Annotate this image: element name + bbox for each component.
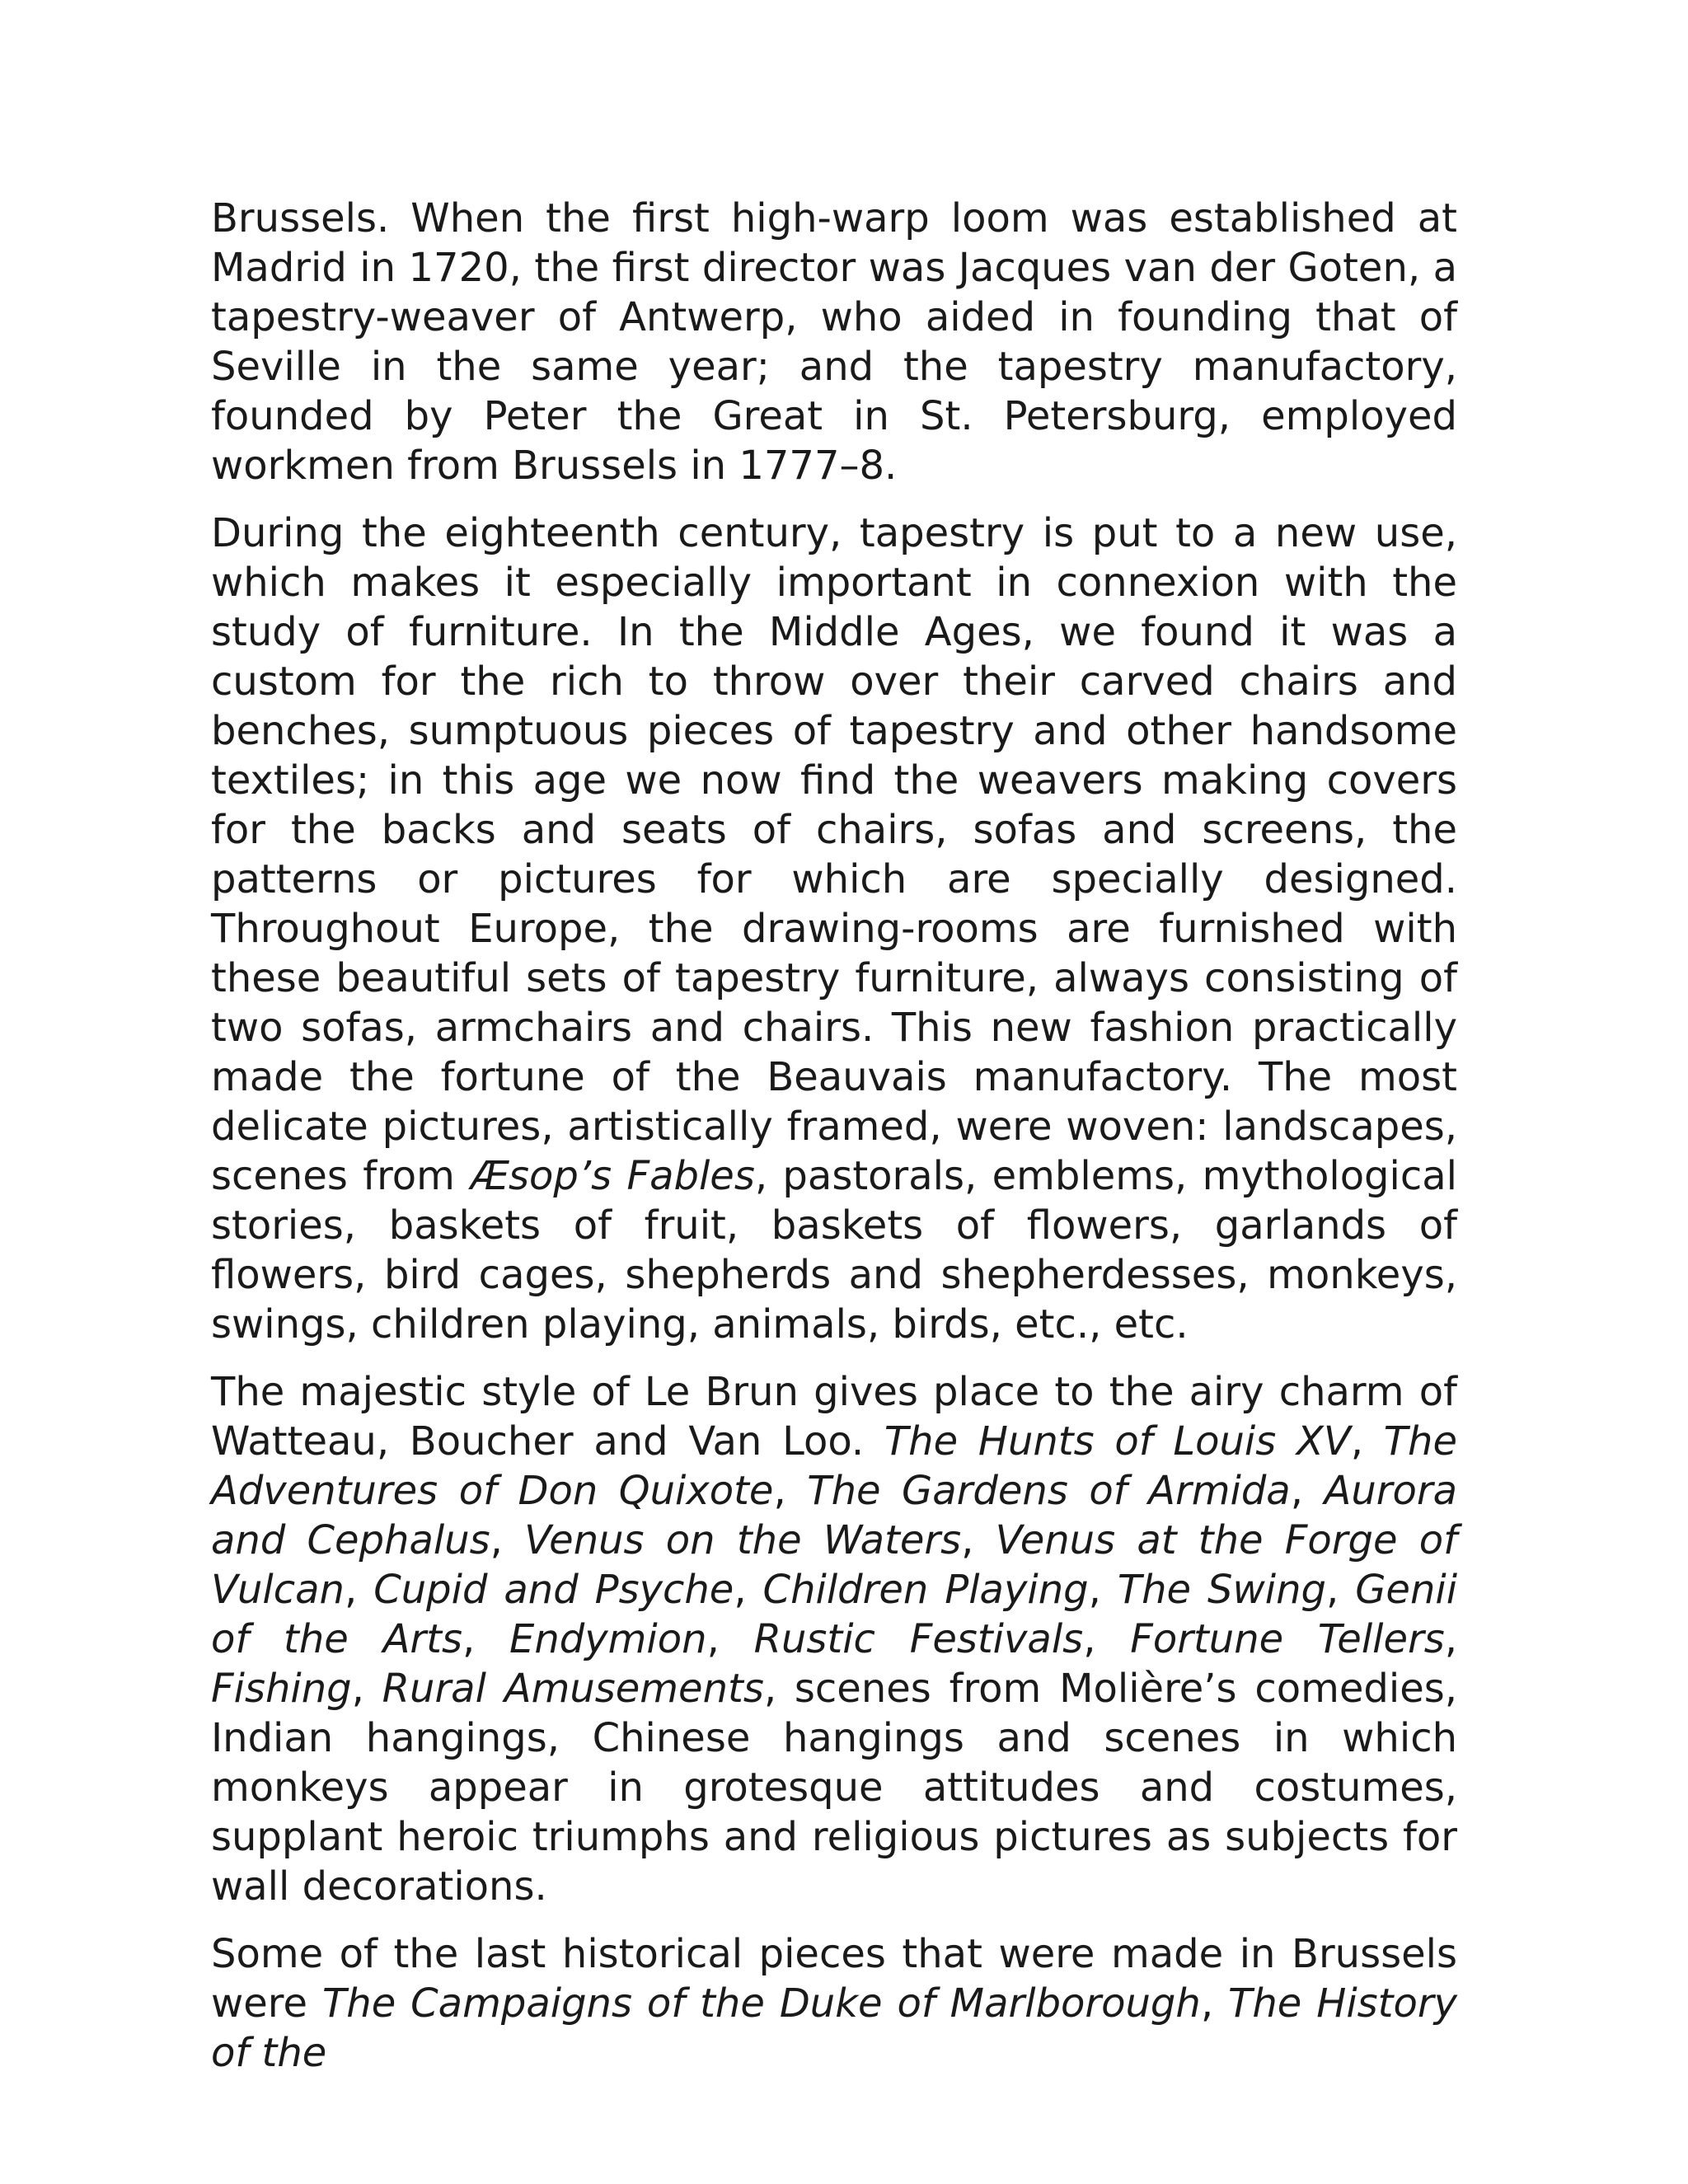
italic-title: Fortune Tellers <box>1130 1616 1445 1662</box>
text-run: , <box>351 1666 382 1712</box>
text-run: , <box>1326 1567 1356 1613</box>
italic-title: Venus on the Waters <box>524 1517 962 1563</box>
italic-title: Genii of the Arts <box>211 1567 1458 1662</box>
paragraph-1 <box>211 194 1457 490</box>
text-run: The majestic style of Le Brun gives place to the airy charm of Watteau, Boucher and Van Loo. <box>211 1369 1457 1465</box>
paragraph-4 <box>211 1929 1457 2078</box>
italic-title: Rustic Festivals <box>753 1616 1084 1662</box>
italic-title: Cupid and Psyche <box>373 1567 734 1613</box>
text-run: , <box>1290 1468 1325 1514</box>
italic-title: Aurora and Cephalus <box>211 1468 1458 1563</box>
document-page <box>211 194 1457 2096</box>
italic-title: The Gardens of Armida <box>807 1468 1291 1514</box>
italic-title: The Adventures of Don Quixote <box>211 1418 1457 1514</box>
text-run: , <box>1088 1567 1118 1613</box>
text-run: , pastorals, emblems, mythological stories, baskets of fruit, baskets of flowers, garlands of flowers, bird cages, shepherds and shepherdesses, monkeys, swings, children playing, animals, birds, etc., etc. <box>211 1153 1457 1347</box>
italic-title: Venus at the Forge of Vulcan <box>211 1517 1457 1613</box>
italic-title: Children Playing <box>762 1567 1089 1613</box>
text-run: , <box>344 1567 374 1613</box>
paragraph-2 <box>211 509 1457 1349</box>
italic-title: Fishing <box>211 1666 352 1712</box>
text-run: , <box>1200 1980 1229 2027</box>
text-run: , <box>490 1517 525 1563</box>
italic-title: The History of the <box>211 1980 1458 2076</box>
italic-title: The Campaigns of the Duke of Marlborough <box>321 1980 1201 2027</box>
text-run: Brussels. When the first high-warp loom was established at Madrid in 1720, the first director was Jacques van der Goten, a tapestry-weaver of Antwerp, who aided in founding that of Seville in the same year; and the tapestry manufactory, founded by Peter the Great in St. Petersburg, employed workmen from Brussels in 1777–8. <box>211 195 1457 489</box>
italic-title: Rural Amusements <box>382 1666 764 1712</box>
text-run: , <box>706 1616 754 1662</box>
italic-title: Endymion <box>509 1616 707 1662</box>
text-run: , scenes from Molière’s comedies, Indian hangings, Chinese hangings and scenes in which monkeys appear in grotesque attitudes and costumes, supplant heroic triumphs and religious pictures as subjects for wall decorations. <box>211 1666 1457 1910</box>
text-run: , <box>734 1567 763 1613</box>
italic-title: The Swing <box>1117 1567 1326 1613</box>
text-run: , <box>961 1517 996 1563</box>
italic-title: Æsop’s Fables <box>470 1153 755 1199</box>
italic-title: The Hunts of Louis XV <box>884 1418 1351 1465</box>
text-run: , <box>462 1616 510 1662</box>
text-run: , <box>1444 1616 1458 1662</box>
text-run: During the eighteenth century, tapestry is put to a new use, which makes it especially important in connexion with the study of furniture. In the Middle Ages, we found it was a custom for the rich to throw over their carved chairs and benches, sumptuous pieces of tapestry and other handsome textiles; in this age we now find the weavers making covers for the backs and seats of chairs, sofas and screens, the patterns or pictures for which are specially designed. Throughout Europe, the drawing-rooms are furnished with these beautiful sets of tapestry furniture, always consisting of two sofas, armchairs and chairs. This new fashion practically made the fortune of the Beauvais manufactory. The most delicate pictures, artistically framed, were woven: landscapes, scenes from <box>211 510 1457 1199</box>
paragraph-3 <box>211 1367 1457 1911</box>
text-run: , <box>1083 1616 1131 1662</box>
text-run: Some of the last historical pieces that were made in Brussels were <box>211 1931 1457 2027</box>
text-run: , <box>773 1468 808 1514</box>
text-run: , <box>1350 1418 1384 1465</box>
